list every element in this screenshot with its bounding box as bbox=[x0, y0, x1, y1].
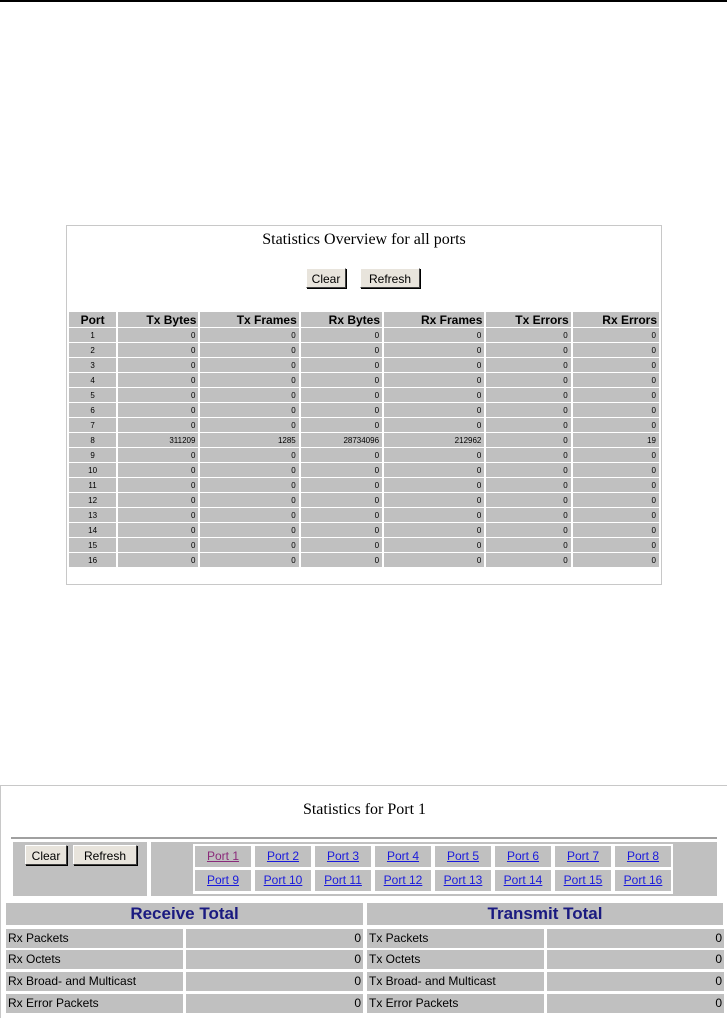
section-divider bbox=[11, 837, 717, 839]
cell-tx-frames: 0 bbox=[200, 478, 298, 492]
cell-tx-errors: 0 bbox=[486, 508, 570, 522]
port-link-8[interactable]: Port 8 bbox=[615, 846, 671, 867]
cell-tx-errors: 0 bbox=[486, 328, 570, 342]
cell-port: 13 bbox=[69, 508, 116, 522]
port-link-5[interactable]: Port 5 bbox=[435, 846, 491, 867]
cell-rx-frames: 0 bbox=[384, 373, 484, 387]
transmit-total-heading: Transmit Total bbox=[367, 903, 723, 925]
table-row bbox=[69, 358, 659, 372]
statistics-overview-panel bbox=[66, 225, 662, 585]
table-row bbox=[69, 463, 659, 477]
transmit-stat-label: Tx Packets bbox=[367, 929, 544, 948]
cell-rx-frames: 0 bbox=[384, 343, 484, 357]
cell-port: 2 bbox=[69, 343, 116, 357]
cell-tx-bytes: 0 bbox=[118, 538, 198, 552]
top-divider bbox=[0, 0, 727, 2]
cell-tx-frames: 0 bbox=[200, 463, 298, 477]
cell-rx-errors: 0 bbox=[573, 463, 659, 477]
port-link-15[interactable]: Port 15 bbox=[555, 870, 611, 891]
receive-stat-label: Rx Broad- and Multicast bbox=[6, 972, 183, 991]
cell-tx-bytes: 0 bbox=[118, 358, 198, 372]
cell-port: 8 bbox=[69, 433, 116, 447]
cell-rx-errors: 0 bbox=[573, 553, 659, 567]
cell-port: 7 bbox=[69, 418, 116, 432]
port-link-14[interactable]: Port 14 bbox=[495, 870, 551, 891]
cell-rx-bytes: 0 bbox=[301, 343, 382, 357]
cell-tx-frames: 0 bbox=[200, 508, 298, 522]
cell-port: 16 bbox=[69, 553, 116, 567]
transmit-stat-label: Tx Error Packets bbox=[367, 994, 544, 1013]
cell-rx-bytes: 0 bbox=[301, 403, 382, 417]
port-stats-title: Statistics for Port 1 bbox=[302, 801, 427, 818]
col-header-rx-bytes: Rx Bytes bbox=[301, 312, 382, 327]
table-row bbox=[69, 328, 659, 342]
cell-tx-frames: 0 bbox=[200, 358, 298, 372]
cell-tx-bytes: 0 bbox=[118, 343, 198, 357]
cell-tx-bytes: 311209 bbox=[118, 433, 198, 447]
cell-rx-errors: 0 bbox=[573, 523, 659, 537]
cell-tx-bytes: 0 bbox=[118, 553, 198, 567]
col-header-rx-frames: Rx Frames bbox=[384, 312, 484, 327]
cell-rx-bytes: 0 bbox=[301, 448, 382, 462]
receive-stat-label: Rx Packets bbox=[6, 929, 183, 948]
port-refresh-button[interactable]: Refresh bbox=[73, 845, 137, 865]
port-link-2[interactable]: Port 2 bbox=[255, 846, 311, 867]
table-row bbox=[69, 493, 659, 507]
cell-tx-frames: 0 bbox=[200, 523, 298, 537]
cell-rx-bytes: 28734096 bbox=[301, 433, 382, 447]
cell-rx-bytes: 0 bbox=[301, 538, 382, 552]
cell-rx-frames: 0 bbox=[384, 403, 484, 417]
cell-rx-frames: 0 bbox=[384, 448, 484, 462]
col-header-tx-bytes: Tx Bytes bbox=[118, 312, 198, 327]
table-row bbox=[69, 538, 659, 552]
cell-rx-bytes: 0 bbox=[301, 508, 382, 522]
cell-rx-bytes: 0 bbox=[301, 463, 382, 477]
cell-tx-frames: 0 bbox=[200, 448, 298, 462]
cell-rx-errors: 0 bbox=[573, 508, 659, 522]
cell-rx-errors: 0 bbox=[573, 403, 659, 417]
cell-port: 10 bbox=[69, 463, 116, 477]
cell-tx-frames: 0 bbox=[200, 343, 298, 357]
cell-port: 9 bbox=[69, 448, 116, 462]
table-row bbox=[69, 403, 659, 417]
receive-stat-value: 0 bbox=[186, 994, 363, 1013]
table-row bbox=[69, 523, 659, 537]
cell-tx-frames: 0 bbox=[200, 418, 298, 432]
cell-rx-errors: 0 bbox=[573, 328, 659, 342]
cell-rx-bytes: 0 bbox=[301, 388, 382, 402]
cell-tx-errors: 0 bbox=[486, 433, 570, 447]
port-link-11[interactable]: Port 11 bbox=[315, 870, 371, 891]
transmit-stat-value: 0 bbox=[547, 929, 724, 948]
cell-rx-frames: 0 bbox=[384, 388, 484, 402]
port-link-1[interactable]: Port 1 bbox=[195, 846, 251, 867]
cell-rx-frames: 0 bbox=[384, 508, 484, 522]
cell-rx-bytes: 0 bbox=[301, 553, 382, 567]
table-row bbox=[69, 433, 659, 447]
cell-tx-bytes: 0 bbox=[118, 493, 198, 507]
cell-tx-errors: 0 bbox=[486, 373, 570, 387]
cell-rx-bytes: 0 bbox=[301, 523, 382, 537]
overview-title: Statistics Overview for all ports bbox=[262, 231, 466, 248]
port-link-4[interactable]: Port 4 bbox=[375, 846, 431, 867]
cell-tx-frames: 0 bbox=[200, 493, 298, 507]
cell-tx-errors: 0 bbox=[486, 478, 570, 492]
table-row bbox=[69, 553, 659, 567]
cell-rx-bytes: 0 bbox=[301, 478, 382, 492]
col-header-port: Port bbox=[69, 312, 116, 327]
cell-port: 1 bbox=[69, 328, 116, 342]
col-header-rx-errors: Rx Errors bbox=[573, 312, 659, 327]
receive-stat-label: Rx Error Packets bbox=[6, 994, 183, 1013]
cell-rx-frames: 212962 bbox=[384, 433, 484, 447]
cell-rx-errors: 0 bbox=[573, 358, 659, 372]
cell-rx-errors: 0 bbox=[573, 418, 659, 432]
cell-tx-frames: 1285 bbox=[200, 433, 298, 447]
cell-rx-bytes: 0 bbox=[301, 373, 382, 387]
cell-rx-errors: 0 bbox=[573, 493, 659, 507]
cell-rx-frames: 0 bbox=[384, 328, 484, 342]
table-row bbox=[69, 343, 659, 357]
cell-tx-frames: 0 bbox=[200, 373, 298, 387]
port-clear-button[interactable]: Clear bbox=[25, 845, 67, 865]
cell-rx-errors: 0 bbox=[573, 388, 659, 402]
table-row bbox=[69, 478, 659, 492]
port-link-13[interactable]: Port 13 bbox=[435, 870, 491, 891]
cell-tx-bytes: 0 bbox=[118, 403, 198, 417]
cell-tx-errors: 0 bbox=[486, 343, 570, 357]
cell-rx-errors: 0 bbox=[573, 373, 659, 387]
cell-rx-bytes: 0 bbox=[301, 328, 382, 342]
cell-tx-bytes: 0 bbox=[118, 418, 198, 432]
transmit-stat-value: 0 bbox=[547, 994, 724, 1013]
cell-rx-bytes: 0 bbox=[301, 358, 382, 372]
port-link-grid bbox=[193, 844, 673, 894]
cell-rx-errors: 0 bbox=[573, 343, 659, 357]
transmit-stat-value: 0 bbox=[547, 972, 724, 991]
cell-rx-frames: 0 bbox=[384, 358, 484, 372]
cell-tx-bytes: 0 bbox=[118, 508, 198, 522]
col-header-tx-errors: Tx Errors bbox=[486, 312, 570, 327]
cell-tx-errors: 0 bbox=[486, 493, 570, 507]
cell-rx-bytes: 0 bbox=[301, 418, 382, 432]
cell-rx-frames: 0 bbox=[384, 418, 484, 432]
cell-tx-errors: 0 bbox=[486, 388, 570, 402]
overview-table bbox=[67, 311, 661, 568]
port-controls bbox=[13, 842, 147, 896]
cell-tx-errors: 0 bbox=[486, 403, 570, 417]
cell-rx-errors: 0 bbox=[573, 448, 659, 462]
table-row bbox=[69, 448, 659, 462]
table-row bbox=[69, 388, 659, 402]
transmit-stat-value: 0 bbox=[547, 950, 724, 969]
cell-tx-errors: 0 bbox=[486, 523, 570, 537]
cell-port: 5 bbox=[69, 388, 116, 402]
cell-tx-bytes: 0 bbox=[118, 328, 198, 342]
cell-rx-frames: 0 bbox=[384, 478, 484, 492]
port-selector bbox=[151, 842, 717, 896]
transmit-stat-label: Tx Octets bbox=[367, 950, 544, 969]
transmit-stat-label: Tx Broad- and Multicast bbox=[367, 972, 544, 991]
cell-tx-errors: 0 bbox=[486, 463, 570, 477]
overview-header-row bbox=[69, 312, 659, 327]
cell-rx-errors: 19 bbox=[573, 433, 659, 447]
overview-refresh-button[interactable]: Refresh bbox=[360, 268, 420, 288]
cell-tx-errors: 0 bbox=[486, 553, 570, 567]
cell-tx-errors: 0 bbox=[486, 448, 570, 462]
table-row bbox=[69, 418, 659, 432]
cell-tx-frames: 0 bbox=[200, 538, 298, 552]
cell-tx-frames: 0 bbox=[200, 553, 298, 567]
receive-stat-value: 0 bbox=[186, 950, 363, 969]
cell-tx-errors: 0 bbox=[486, 418, 570, 432]
cell-port: 3 bbox=[69, 358, 116, 372]
cell-tx-frames: 0 bbox=[200, 403, 298, 417]
cell-tx-errors: 0 bbox=[486, 358, 570, 372]
cell-tx-bytes: 0 bbox=[118, 463, 198, 477]
receive-stat-label: Rx Octets bbox=[6, 950, 183, 969]
receive-total-heading: Receive Total bbox=[6, 903, 363, 925]
overview-clear-button[interactable]: Clear bbox=[306, 268, 346, 288]
receive-stat-value: 0 bbox=[186, 929, 363, 948]
port-link-16[interactable]: Port 16 bbox=[615, 870, 671, 891]
cell-tx-bytes: 0 bbox=[118, 448, 198, 462]
table-row bbox=[69, 508, 659, 522]
cell-rx-bytes: 0 bbox=[301, 493, 382, 507]
cell-tx-bytes: 0 bbox=[118, 373, 198, 387]
port-statistics-panel bbox=[0, 785, 727, 1018]
cell-tx-bytes: 0 bbox=[118, 478, 198, 492]
cell-tx-frames: 0 bbox=[200, 388, 298, 402]
cell-rx-frames: 0 bbox=[384, 463, 484, 477]
port-link-9[interactable]: Port 9 bbox=[195, 870, 251, 891]
cell-port: 12 bbox=[69, 493, 116, 507]
cell-rx-frames: 0 bbox=[384, 553, 484, 567]
cell-port: 15 bbox=[69, 538, 116, 552]
cell-tx-frames: 0 bbox=[200, 328, 298, 342]
port-link-7[interactable]: Port 7 bbox=[555, 846, 611, 867]
cell-port: 11 bbox=[69, 478, 116, 492]
cell-port: 6 bbox=[69, 403, 116, 417]
cell-rx-errors: 0 bbox=[573, 478, 659, 492]
table-row bbox=[69, 373, 659, 387]
cell-tx-bytes: 0 bbox=[118, 388, 198, 402]
port-link-3[interactable]: Port 3 bbox=[315, 846, 371, 867]
overview-table-body bbox=[69, 328, 659, 567]
port-link-6[interactable]: Port 6 bbox=[495, 846, 551, 867]
port-link-10[interactable]: Port 10 bbox=[255, 870, 311, 891]
col-header-tx-frames: Tx Frames bbox=[200, 312, 298, 327]
port-link-12[interactable]: Port 12 bbox=[375, 870, 431, 891]
cell-port: 4 bbox=[69, 373, 116, 387]
cell-tx-errors: 0 bbox=[486, 538, 570, 552]
cell-rx-frames: 0 bbox=[384, 493, 484, 507]
receive-stat-value: 0 bbox=[186, 972, 363, 991]
cell-rx-errors: 0 bbox=[573, 538, 659, 552]
cell-port: 14 bbox=[69, 523, 116, 537]
cell-tx-bytes: 0 bbox=[118, 523, 198, 537]
cell-rx-frames: 0 bbox=[384, 538, 484, 552]
cell-rx-frames: 0 bbox=[384, 523, 484, 537]
